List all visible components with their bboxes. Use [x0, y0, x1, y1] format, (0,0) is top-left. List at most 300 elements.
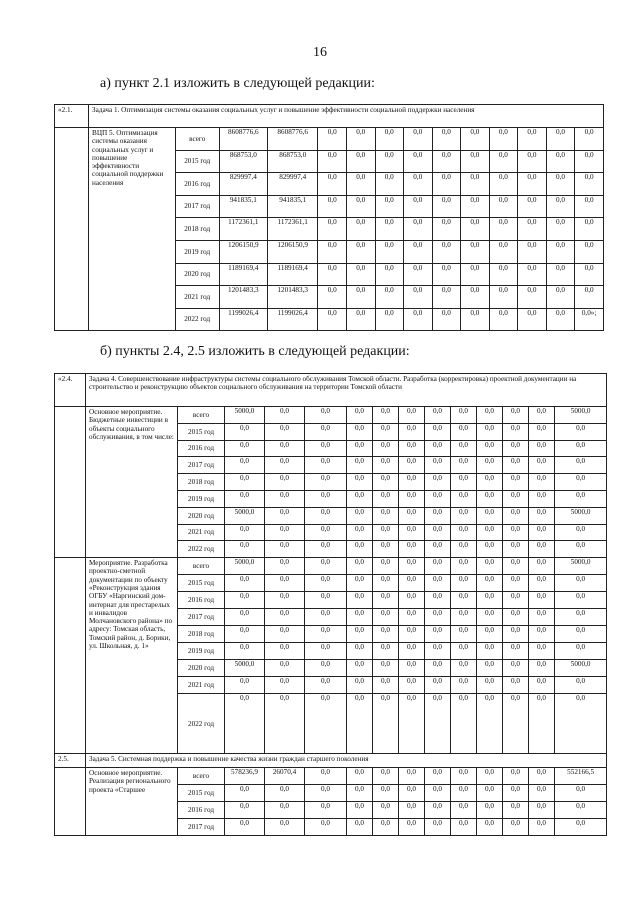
value-cell: 0,0: [546, 263, 575, 286]
value-cell: 0,0: [399, 660, 425, 677]
value-cell: 8608776,6: [219, 128, 267, 151]
value-cell: 0,0: [461, 218, 490, 241]
value-cell: 0,0: [503, 626, 529, 643]
value-cell: 0,0: [373, 592, 399, 609]
table-row: [55, 768, 607, 785]
value-cell: 0,0: [375, 128, 404, 151]
value-cell: 0,0: [451, 558, 477, 575]
value-cell: 0,0: [555, 785, 607, 802]
value-cell: 0,0: [555, 474, 607, 491]
value-cell: 0,0: [373, 575, 399, 592]
event-description: Основное мероприятие. Бюджетные инвестиции в объекты социального обслуживания, в том числе:: [86, 407, 178, 558]
value-cell: 1189169,4: [267, 263, 317, 286]
value-cell: 0,0: [503, 558, 529, 575]
value-cell: 0,0: [555, 541, 607, 558]
year-cell: всего: [178, 558, 225, 575]
value-cell: 0,0: [518, 150, 547, 173]
value-cell: 0,0: [555, 440, 607, 457]
value-cell: 0,0: [425, 474, 451, 491]
value-cell: 0,0: [305, 558, 347, 575]
value-cell: 868753,0: [267, 150, 317, 173]
value-cell: 0,0: [347, 677, 373, 694]
value-cell: 0,0: [546, 195, 575, 218]
value-cell: 0,0: [373, 768, 399, 785]
value-cell: 0,0: [305, 407, 347, 424]
value-cell: 0,0: [373, 474, 399, 491]
value-cell: 0,0: [477, 694, 503, 754]
value-cell: 0,0: [529, 802, 555, 819]
value-cell: 0,0: [451, 609, 477, 626]
value-cell: 0,0: [404, 240, 433, 263]
value-cell: 0,0: [225, 643, 265, 660]
value-cell: 0,0: [404, 173, 433, 196]
value-cell: 0,0: [555, 643, 607, 660]
value-cell: 0,0: [546, 173, 575, 196]
value-cell: 0,0: [265, 440, 305, 457]
value-cell: 0,0: [489, 263, 518, 286]
year-cell: 2019 год: [175, 240, 219, 263]
value-cell: 0,0: [555, 609, 607, 626]
table-item-2-1: [54, 104, 604, 331]
value-cell: 0,0: [225, 457, 265, 474]
value-cell: 0,0: [265, 819, 305, 836]
value-cell: 0,0: [373, 490, 399, 507]
value-cell: 0,0: [432, 218, 461, 241]
value-cell: 0,0: [477, 677, 503, 694]
value-cell: 0,0: [461, 286, 490, 309]
item-number: «2.4.: [55, 374, 86, 407]
value-cell: 0,0: [529, 457, 555, 474]
blank-number-cell: [55, 768, 86, 836]
value-cell: 0,0: [318, 240, 347, 263]
value-cell: 0,0: [432, 128, 461, 151]
year-cell: 2018 год: [178, 474, 225, 491]
value-cell: 0,0: [503, 694, 529, 754]
value-cell: 0,0: [451, 407, 477, 424]
value-cell: 0,0: [529, 507, 555, 524]
value-cell: 0,0: [518, 286, 547, 309]
value-cell: 0,0: [489, 128, 518, 151]
value-cell: 0,0: [265, 524, 305, 541]
value-cell: 0,0: [575, 150, 604, 173]
value-cell: 0,0: [451, 819, 477, 836]
value-cell: 0,0: [399, 626, 425, 643]
value-cell: 0,0: [432, 150, 461, 173]
value-cell: 0,0: [346, 173, 375, 196]
value-cell: 0,0: [347, 474, 373, 491]
value-cell: 0,0: [425, 819, 451, 836]
value-cell: 0,0: [575, 263, 604, 286]
value-cell: 0,0: [529, 785, 555, 802]
value-cell: 0,0: [546, 240, 575, 263]
value-cell: 0,0: [451, 785, 477, 802]
table-row: [55, 128, 604, 151]
value-cell: 0,0: [555, 524, 607, 541]
value-cell: 0,0: [346, 195, 375, 218]
value-cell: 0,0: [451, 768, 477, 785]
value-cell: 0,0: [404, 128, 433, 151]
value-cell: 0,0: [265, 643, 305, 660]
value-cell: 0,0: [399, 490, 425, 507]
year-cell: 2020 год: [175, 263, 219, 286]
value-cell: 0,0: [265, 677, 305, 694]
value-cell: 1172361,1: [267, 218, 317, 241]
year-cell: всего: [178, 407, 225, 424]
value-cell: 0,0: [575, 218, 604, 241]
value-cell: 1199026,4: [219, 308, 267, 331]
value-cell: 0,0: [375, 150, 404, 173]
value-cell: 0,0: [555, 626, 607, 643]
value-cell: 0,0: [529, 592, 555, 609]
value-cell: 0,0: [503, 440, 529, 457]
value-cell: 0,0: [346, 240, 375, 263]
value-cell: 0,0: [503, 768, 529, 785]
value-cell: 0,0: [529, 474, 555, 491]
value-cell: 0,0: [225, 626, 265, 643]
value-cell: 0,0: [347, 785, 373, 802]
value-cell: 0,0: [347, 643, 373, 660]
value-cell: 5000,0: [225, 558, 265, 575]
value-cell: 0,0: [461, 308, 490, 331]
value-cell: 0,0: [305, 592, 347, 609]
value-cell: 0,0: [347, 490, 373, 507]
value-cell: 0,0: [461, 173, 490, 196]
value-cell: 552166,5: [555, 768, 607, 785]
value-cell: 0,0: [265, 785, 305, 802]
year-cell: 2017 год: [178, 819, 225, 836]
value-cell: 0,0: [373, 440, 399, 457]
value-cell: 0,0: [425, 802, 451, 819]
year-cell: 2015 год: [178, 423, 225, 440]
value-cell: 1206150,9: [267, 240, 317, 263]
value-cell: 0,0: [529, 490, 555, 507]
year-cell: 2017 год: [178, 609, 225, 626]
value-cell: 0,0: [265, 457, 305, 474]
value-cell: 0,0: [529, 819, 555, 836]
value-cell: 0,0: [503, 643, 529, 660]
value-cell: 0,0: [225, 677, 265, 694]
value-cell: 0,0: [318, 195, 347, 218]
value-cell: 0,0: [546, 128, 575, 151]
value-cell: 0,0: [404, 150, 433, 173]
value-cell: 0,0: [347, 541, 373, 558]
value-cell: 0,0: [477, 423, 503, 440]
table-row: [55, 558, 607, 575]
value-cell: 0,0: [546, 308, 575, 331]
value-cell: 0,0: [399, 524, 425, 541]
value-cell: 0,0: [375, 308, 404, 331]
value-cell: 0,0: [305, 507, 347, 524]
value-cell: 0,0: [451, 507, 477, 524]
value-cell: 0,0: [305, 541, 347, 558]
value-cell: 0,0: [503, 457, 529, 474]
year-cell: 2015 год: [175, 150, 219, 173]
value-cell: 868753,0: [219, 150, 267, 173]
year-cell: всего: [178, 768, 225, 785]
value-cell: 0,0: [425, 524, 451, 541]
value-cell: 0,0: [318, 128, 347, 151]
value-cell: 0,0: [347, 768, 373, 785]
value-cell: 0,0: [518, 218, 547, 241]
value-cell: 0,0: [529, 660, 555, 677]
value-cell: 0,0: [529, 541, 555, 558]
value-cell: 0,0: [373, 407, 399, 424]
year-cell: 2016 год: [178, 802, 225, 819]
value-cell: 0,0: [265, 474, 305, 491]
value-cell: 0,0: [477, 407, 503, 424]
value-cell: 0,0: [451, 592, 477, 609]
value-cell: 0,0: [373, 423, 399, 440]
value-cell: 0,0: [477, 609, 503, 626]
value-cell: 0,0: [399, 575, 425, 592]
value-cell: 0,0: [375, 240, 404, 263]
value-cell: 0,0: [555, 457, 607, 474]
value-cell: 0,0: [305, 423, 347, 440]
value-cell: 0,0: [451, 660, 477, 677]
value-cell: 0,0: [225, 440, 265, 457]
value-cell: 0,0: [503, 524, 529, 541]
value-cell: 0,0: [347, 575, 373, 592]
value-cell: 0,0: [451, 524, 477, 541]
value-cell: 0,0: [305, 609, 347, 626]
value-cell: 0,0: [347, 423, 373, 440]
value-cell: 0,0: [575, 240, 604, 263]
value-cell: 0,0: [555, 694, 607, 754]
value-cell: 0,0: [555, 423, 607, 440]
value-cell: 0,0: [425, 677, 451, 694]
value-cell: 0,0: [529, 440, 555, 457]
value-cell: 0,0: [477, 440, 503, 457]
value-cell: 0,0: [461, 128, 490, 151]
value-cell: 0,0: [425, 507, 451, 524]
value-cell: 0,0: [265, 575, 305, 592]
value-cell: 0,0: [518, 128, 547, 151]
value-cell: 0,0: [347, 802, 373, 819]
value-cell: 0,0: [225, 592, 265, 609]
value-cell: 0,0: [399, 507, 425, 524]
value-cell: 1201483,3: [219, 286, 267, 309]
task-row: [55, 105, 604, 128]
value-cell: 0,0: [518, 195, 547, 218]
value-cell: 0,0: [265, 423, 305, 440]
value-cell: 0,0: [399, 558, 425, 575]
value-cell: 0,0: [432, 173, 461, 196]
heading-a: а) пункт 2.1 изложить в следующей редакции:: [100, 76, 375, 91]
task-title: Задача 5. Системная поддержка и повышение качества жизни граждан старшего поколения: [86, 754, 607, 768]
value-cell: 0,0: [425, 490, 451, 507]
year-cell: 2018 год: [175, 218, 219, 241]
value-cell: 0,0: [305, 785, 347, 802]
value-cell: 0,0: [503, 423, 529, 440]
value-cell: 0,0: [225, 474, 265, 491]
value-cell: 0,0: [373, 541, 399, 558]
value-cell: 0,0: [451, 541, 477, 558]
value-cell: 0,0: [529, 626, 555, 643]
value-cell: 0,0: [451, 643, 477, 660]
value-cell: 0,0: [399, 768, 425, 785]
value-cell: 0,0: [477, 626, 503, 643]
value-cell: 0,0: [503, 609, 529, 626]
value-cell: 0,0: [529, 423, 555, 440]
value-cell: 0,0: [425, 541, 451, 558]
value-cell: 0,0: [225, 819, 265, 836]
year-cell: 2021 год: [175, 286, 219, 309]
value-cell: 0,0: [489, 308, 518, 331]
value-cell: 0,0: [477, 558, 503, 575]
value-cell: 0,0: [404, 308, 433, 331]
value-cell: 0,0: [425, 457, 451, 474]
value-cell: 0,0: [399, 474, 425, 491]
value-cell: 0,0: [373, 819, 399, 836]
value-cell: 0,0: [425, 694, 451, 754]
value-cell: 0,0: [305, 677, 347, 694]
value-cell: 0,0: [305, 457, 347, 474]
year-cell: 2015 год: [178, 575, 225, 592]
value-cell: 0,0: [425, 440, 451, 457]
value-cell: 0,0: [265, 802, 305, 819]
value-cell: 0,0: [555, 819, 607, 836]
value-cell: 0,0: [225, 802, 265, 819]
year-cell: 2021 год: [178, 677, 225, 694]
value-cell: 0,0: [399, 541, 425, 558]
page-number: 16: [313, 45, 327, 60]
value-cell: 0,0: [404, 218, 433, 241]
value-cell: 0,0: [404, 286, 433, 309]
value-cell: 0,0: [529, 524, 555, 541]
value-cell: 0,0: [425, 768, 451, 785]
value-cell: 0,0: [425, 592, 451, 609]
item-number: «2.1.: [55, 105, 89, 128]
value-cell: 0,0: [375, 173, 404, 196]
value-cell: 1201483,3: [267, 286, 317, 309]
year-cell: 2017 год: [175, 195, 219, 218]
value-cell: 0,0: [518, 308, 547, 331]
value-cell: 0,0: [518, 173, 547, 196]
value-cell: 0,0: [265, 558, 305, 575]
value-cell: 0,0: [529, 609, 555, 626]
year-cell: 2020 год: [178, 660, 225, 677]
year-cell: 2022 год: [178, 541, 225, 558]
value-cell: 0,0: [503, 802, 529, 819]
value-cell: 0,0: [503, 474, 529, 491]
value-cell: 0,0: [425, 660, 451, 677]
value-cell: 0,0: [477, 768, 503, 785]
value-cell: 1172361,1: [219, 218, 267, 241]
value-cell: 0,0: [503, 490, 529, 507]
value-cell: 0,0: [575, 128, 604, 151]
value-cell: 0,0: [529, 677, 555, 694]
year-cell: 2015 год: [178, 785, 225, 802]
value-cell: 0,0: [404, 195, 433, 218]
value-cell: 0,0: [347, 694, 373, 754]
task-title: Задача 1. Оптимизация системы оказания социальных услуг и повышение эффективности социальной поддержки населения: [89, 105, 604, 128]
value-cell: 0,0: [305, 819, 347, 836]
value-cell: 5000,0: [225, 407, 265, 424]
value-cell: 0,0: [451, 440, 477, 457]
value-cell: 0,0: [399, 819, 425, 836]
value-cell: 0,0: [503, 507, 529, 524]
value-cell: 0,0: [318, 263, 347, 286]
value-cell: 0,0: [451, 575, 477, 592]
value-cell: 0,0: [489, 173, 518, 196]
value-cell: 0,0: [347, 457, 373, 474]
value-cell: 0,0: [432, 263, 461, 286]
value-cell: 0,0: [346, 128, 375, 151]
value-cell: 0,0: [477, 457, 503, 474]
value-cell: 0,0: [477, 643, 503, 660]
value-cell: 0,0: [518, 263, 547, 286]
year-cell: 2017 год: [178, 457, 225, 474]
value-cell: 0,0: [399, 643, 425, 660]
value-cell: 0,0: [305, 524, 347, 541]
value-cell: 0,0: [399, 423, 425, 440]
value-cell: 0,0: [546, 150, 575, 173]
value-cell: 0,0: [425, 609, 451, 626]
value-cell: 8608776,6: [267, 128, 317, 151]
year-cell: 2016 год: [178, 440, 225, 457]
value-cell: 0,0: [265, 626, 305, 643]
value-cell: 0,0: [477, 819, 503, 836]
year-cell: 2019 год: [178, 490, 225, 507]
value-cell: 0,0: [503, 819, 529, 836]
value-cell: 0,0: [529, 575, 555, 592]
value-cell: 0,0: [375, 218, 404, 241]
value-cell: 0,0: [546, 286, 575, 309]
year-cell: 2022 год: [178, 694, 225, 754]
value-cell: 5000,0: [225, 507, 265, 524]
value-cell: 0,0: [305, 768, 347, 785]
value-cell: 0,0: [373, 609, 399, 626]
task-row: [55, 374, 607, 407]
event-description: Мероприятие. Разработка проектно-сметной документации по объекту «Реконструкция здания ОГБУ «Наргинский дом-интернат для престарелых и инвалидов Молчановского района» по адресу: Томская область, Томский район, д. Борики, ул. Школьная, д. 1»: [86, 558, 178, 754]
value-cell: 0,0: [477, 474, 503, 491]
value-cell: 0,0: [399, 457, 425, 474]
value-cell: 0,0: [265, 694, 305, 754]
value-cell: 0,0: [575, 195, 604, 218]
value-cell: 0,0: [555, 677, 607, 694]
value-cell: 0,0: [555, 592, 607, 609]
value-cell: 0,0: [477, 524, 503, 541]
value-cell: 0,0: [373, 643, 399, 660]
value-cell: 0,0: [489, 286, 518, 309]
value-cell: 0,0: [425, 575, 451, 592]
value-cell: 0,0: [529, 407, 555, 424]
value-cell: 0,0: [347, 558, 373, 575]
value-cell: 0,0: [225, 609, 265, 626]
value-cell: 0,0: [225, 694, 265, 754]
value-cell: 0,0: [451, 457, 477, 474]
value-cell: 0,0: [451, 694, 477, 754]
value-cell: 1199026,4: [267, 308, 317, 331]
value-cell: 0,0: [529, 643, 555, 660]
value-cell: 0,0: [305, 490, 347, 507]
event-description: Основное мероприятие. Реализация регионального проекта «Старшее: [86, 768, 178, 836]
value-cell: 0,0: [399, 609, 425, 626]
blank-number-cell: [55, 558, 86, 754]
value-cell: 0,0: [503, 541, 529, 558]
heading-b: б) пункты 2.4, 2.5 изложить в следующей редакции:: [100, 344, 410, 359]
value-cell: 0,0: [425, 558, 451, 575]
value-cell: 0,0: [489, 150, 518, 173]
value-cell: 0,0: [529, 558, 555, 575]
value-cell: 0,0: [477, 575, 503, 592]
value-cell: 0,0: [555, 802, 607, 819]
value-cell: 0,0: [347, 524, 373, 541]
value-cell: 0,0: [305, 660, 347, 677]
value-cell: 0,0: [225, 575, 265, 592]
value-cell: 0,0: [489, 218, 518, 241]
value-cell: 0,0: [346, 308, 375, 331]
